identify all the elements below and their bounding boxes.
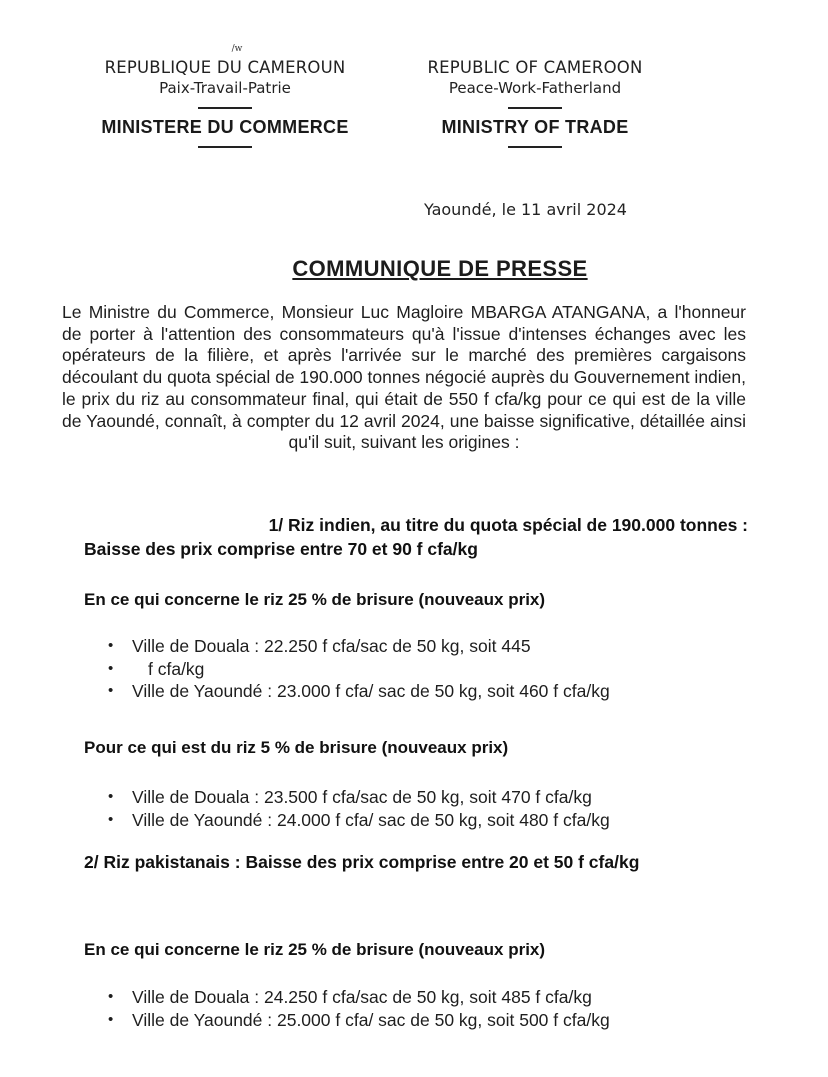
- country-name-fr: REPUBLIQUE DU CAMEROUN: [104, 58, 346, 77]
- list-item: • Ville de Douala : 22.250 f cfa/sac de 50 kg, soit 445: [108, 636, 531, 656]
- section-1-sub-2-heading: Pour ce qui est du riz 5 % de brisure (nouveaux prix): [84, 738, 509, 757]
- header-divider: [508, 146, 562, 148]
- list-item: • f cfa/kg: [108, 658, 205, 679]
- handwritten-initials: /w: [231, 44, 243, 54]
- section-2-sub-1-heading: En ce qui concerne le riz 25 % de brisure (nouveaux prix): [84, 940, 546, 959]
- list-item: • Ville de Douala : 23.500 f cfa/sac de 50 kg, soit 470 f cfa/kg: [108, 787, 592, 807]
- header-left-french: [80, 44, 370, 148]
- list-item: • Ville de Douala : 24.250 f cfa/sac de 50 kg, soit 485 f cfa/kg: [108, 987, 592, 1007]
- header-divider: [198, 107, 252, 109]
- motto-en: Peace-Work-Fatherland: [448, 79, 622, 97]
- bullet-icon: •: [108, 1010, 114, 1028]
- header-right-english: [400, 44, 670, 148]
- document-date: Yaoundé, le 11 avril 2024: [424, 200, 627, 219]
- country-name-en: REPUBLIC OF CAMEROON: [427, 58, 643, 77]
- document-title: COMMUNIQUE DE PRESSE: [292, 256, 588, 281]
- bullet-icon: •: [108, 659, 114, 677]
- intro-paragraph: Le Ministre du Commerce, Monsieur Luc Magloire MBARGA ATANGANA, a l'honneur de porter à l'attention des consommateurs qu'à l'issue d'intenses échanges avec les opérateurs de la filière, et après l'arrivée sur le marché des premières cargaisons découlant du quota spécial de 190.000 tonnes négocié auprès du Gouvernement indien, le prix du riz au consommateur final, qui était de 550 f cfa/kg pour ce qui est de la ville de Yaoundé, connaît, à compter du 12 avril 2024, une baisse significative, détaillée ainsi qu'il suit, suivant les origines :: [62, 302, 746, 453]
- section-1-title: 1/ Riz indien, au titre du quota spécial de 190.000 tonnes :: [268, 515, 748, 535]
- ministry-name-fr: MINISTERE DU COMMERCE: [101, 117, 349, 137]
- header-divider: [508, 107, 562, 109]
- bullet-icon: •: [108, 637, 114, 654]
- section-1-sub-2-list: [104, 786, 744, 831]
- section-1-subtitle: Baisse des prix comprise entre 70 et 90 f cfa/kg: [84, 539, 478, 559]
- bullet-icon: •: [108, 810, 114, 828]
- section-1-sub-1-heading: En ce qui concerne le riz 25 % de brisure (nouveaux prix): [84, 590, 546, 609]
- list-item: • Ville de Yaoundé : 24.000 f cfa/ sac de 50 kg, soit 480 f cfa/kg: [108, 809, 610, 830]
- section-2-sub-1-list: [104, 986, 744, 1031]
- section-2-heading: 2/ Riz pakistanais : Baisse des prix comprise entre 20 et 50 f cfa/kg: [84, 852, 640, 872]
- bullet-icon: •: [108, 682, 114, 699]
- section-1-heading: [84, 513, 748, 561]
- bullet-icon: •: [108, 988, 114, 1005]
- ministry-name-en: MINISTRY OF TRADE: [441, 117, 629, 137]
- list-item: • Ville de Yaoundé : 25.000 f cfa/ sac de 50 kg, soit 500 f cfa/kg: [108, 1009, 610, 1030]
- bullet-icon: •: [108, 788, 114, 805]
- section-1-sub-1-list: [104, 635, 744, 703]
- header-divider: [198, 146, 252, 148]
- motto-fr: Paix-Travail-Patrie: [159, 79, 291, 97]
- list-item: • Ville de Yaoundé : 23.000 f cfa/ sac de 50 kg, soit 460 f cfa/kg: [108, 681, 610, 701]
